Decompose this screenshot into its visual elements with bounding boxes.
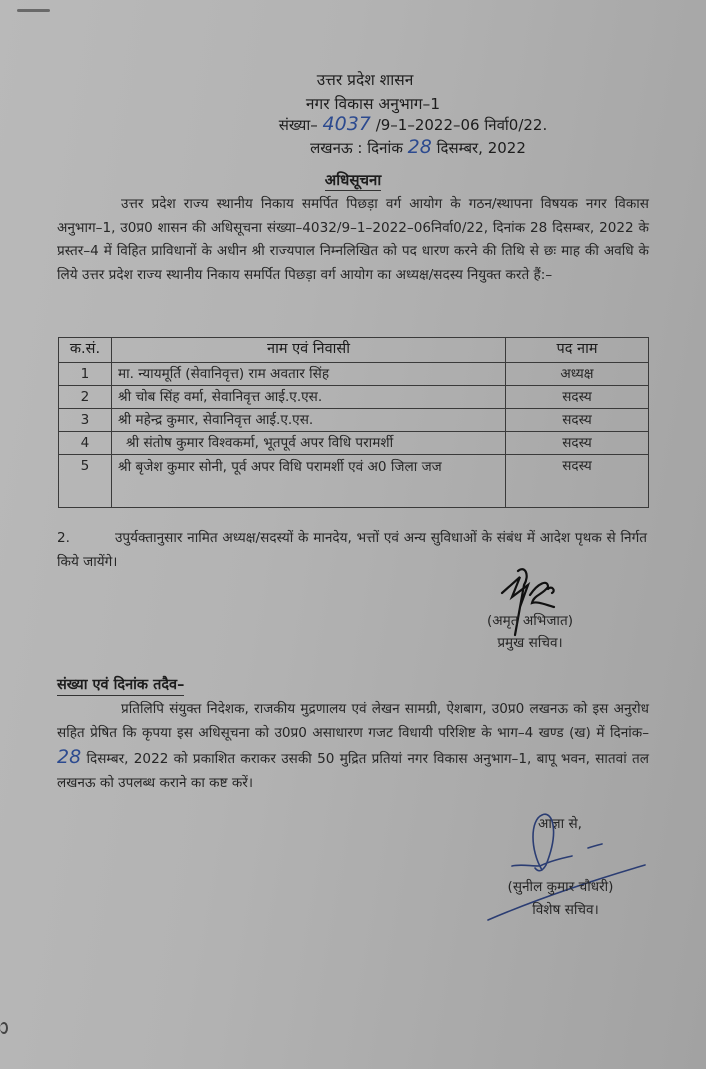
table-row [59,363,649,386]
row-serial: 5 [59,455,112,508]
scan-mark-top [17,9,50,12]
paragraph-2-text: उपुर्यक्तानुसार नामित अध्यक्ष/सदस्यों के मानदेय, भत्तों एवं अन्य सुविधाओं के संबंध में आदेश पृथक से निर्गत किये जायेंगे। [57,530,647,570]
header-date [0,136,706,158]
signatory-2-name: (सुनील कुमार चौधरी) [507,879,614,895]
header-department: नगर विकास अनुभाग–1 [305,95,441,113]
row-serial: 2 [59,386,112,409]
intro-text: उत्तर प्रदेश राज्य स्थानीय निकाय समर्पित पिछड़ा वर्ग आयोग के गठन/स्थापना विषयक नगर विकास अनुभाग–1, उ0प्र0 शासन की अधिसूचना संख्या–4032/9–1–2022–06निर्वा0/22, दिनांक 28 दिसम्बर, 2022 के प्रस्तर–4 में विहित प्राविधानों के अधीन श्री राज्यपाल निम्नलिखित को पद धारण करने की तिथि से छः माह की अवधि के लिये उत्तर प्रदेश राज्य स्थानीय निकाय समर्पित पिछड़ा वर्ग आयोग का अध्यक्ष/सदस्य नियुक्त करते हैं:– [57,196,649,283]
row-name: मा. न्यायमूर्ति (सेवानिवृत्त) राम अवतार सिंह [112,363,506,386]
intro-paragraph [57,193,649,287]
notification-title: अधिसूचना [324,171,382,189]
row-post: सदस्य [506,432,649,455]
copy-text-part1: प्रतिलिपि संयुक्त निदेशक, राजकीय मुद्रणालय एवं लेखन सामग्री, ऐशबाग, उ0प्र0 लखनऊ को इस अनुरोध सहित प्रेषित कि कृपया इस अधिसूचना को उ0प्र0 असाधारण गजट विधायी परिशिष्ट के भाग–4 खण्ड (ख) में दिनांक– [57,701,649,741]
copy-handwritten-day: 28 [57,746,82,768]
signatory-2 [478,876,643,922]
row-serial: 4 [59,432,112,455]
copy-section-paragraph [57,697,649,795]
row-name: श्री चोब सिंह वर्मा, सेवानिवृत्त आई.ए.एस. [112,386,506,409]
paragraph-2-number: 2. [57,530,70,546]
date-suffix: दिसम्बर, 2022 [436,139,526,157]
row-name: श्री महेन्द्र कुमार, सेवानिवृत्त आई.ए.एस. [112,409,506,432]
ref-handwritten-number: 4037 [322,113,371,135]
signatory-1-name: (अमृत अभिजात) [486,613,573,629]
ref-suffix: /9–1–2022–06 निर्वा0/22. [375,116,548,134]
header-government: उत्तर प्रदेश शासन [316,71,414,89]
table-row [59,409,649,432]
scan-mark-edge [0,1022,8,1034]
row-post: सदस्य [506,409,649,432]
table-header-row [59,338,649,363]
col-header-name: नाम एवं निवासी [112,338,506,363]
date-prefix: लखनऊ : दिनांक [310,139,403,157]
copy-section-heading: संख्या एवं दिनांक तदैव– [57,675,184,696]
table-row [59,432,649,455]
row-name: श्री बृजेश कुमार सोनी, पूर्व अपर विधि परामर्शी एवं अ0 जिला जज [112,455,506,508]
table-row [59,386,649,409]
row-post: सदस्य [506,455,649,508]
ref-prefix: संख्या– [278,116,318,134]
row-post: सदस्य [506,386,649,409]
signatory-1-designation: प्रमुख सचिव। [497,635,563,651]
header-reference [0,113,706,135]
table-row [59,455,649,508]
row-serial: 1 [59,363,112,386]
col-header-serial: क.सं. [59,338,112,363]
signatory-1 [465,610,595,654]
row-serial: 3 [59,409,112,432]
col-header-post: पद नाम [506,338,649,363]
copy-text-part2: दिसम्बर, 2022 को प्रकाशित कराकर उसकी 50 मुद्रित प्रतियां नगर विकास अनुभाग–1, बापू भवन, सातवां तल लखनऊ को उपलब्ध कराने का कष्ट करें। [57,751,649,791]
members-table [58,337,649,508]
signatory-2-designation: विशेष सचिव। [532,902,599,918]
row-name: श्री संतोष कुमार विश्वकर्मा, भूतपूर्व अपर विधि परामर्शी [112,432,506,455]
order-line: आज्ञा से, [538,816,582,832]
row-post: अध्यक्ष [506,363,649,386]
date-handwritten-day: 28 [407,136,432,158]
